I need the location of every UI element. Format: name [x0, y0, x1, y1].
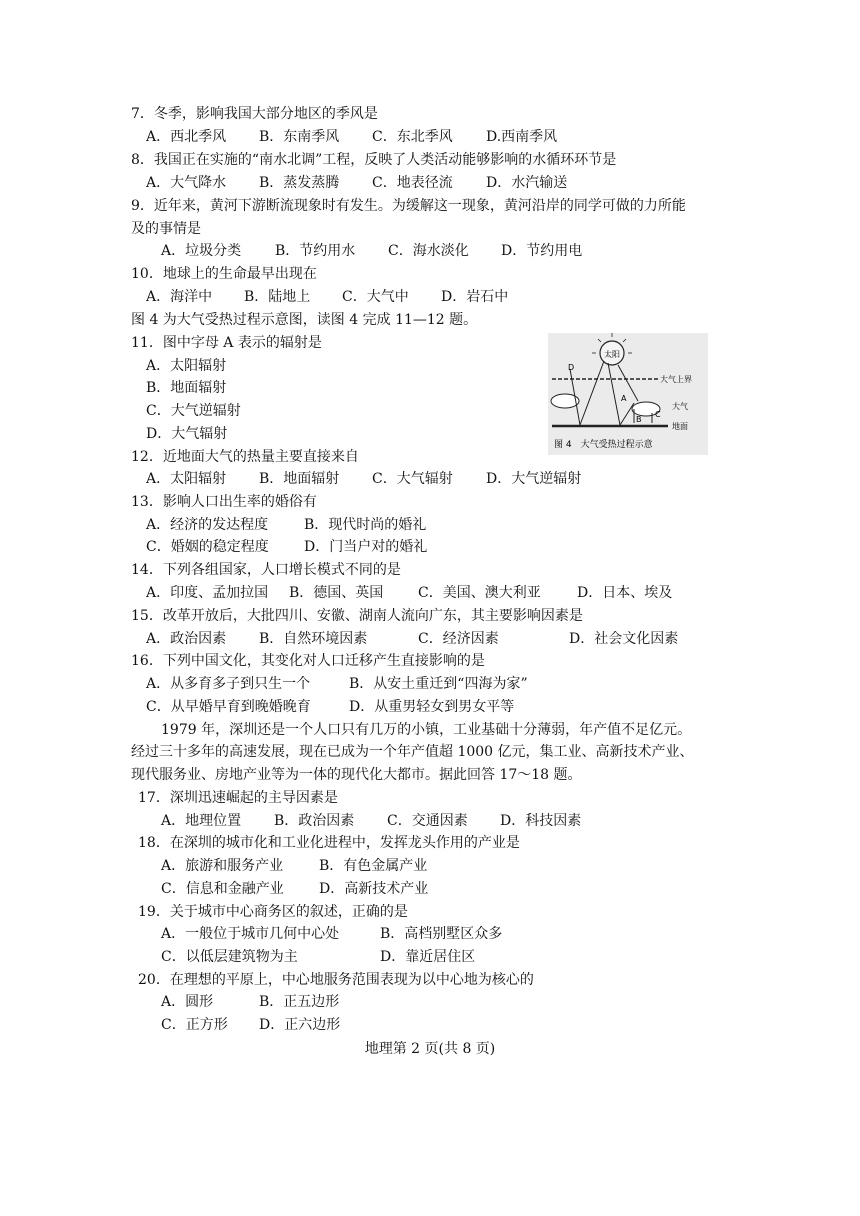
q10-option-b: B．陆地上	[244, 289, 311, 305]
q11-option-c: C．大气逆辐射	[146, 403, 241, 419]
q10-option-d: D．岩石中	[441, 289, 509, 305]
figure-background	[548, 333, 708, 455]
q12-option-a: A．太阳辐射	[146, 471, 227, 487]
q13-option-b: B．现代时尚的婚礼	[304, 517, 427, 533]
q9-stem-line2: 及的事情是	[131, 221, 201, 237]
q18-option-d: D．高新技术产业	[319, 881, 429, 897]
q9-option-a: A．垃圾分类	[161, 243, 242, 259]
label-c: C	[655, 410, 661, 419]
q9-option-c: C．海水淡化	[388, 243, 469, 259]
q19-option-b: B．高档别墅区众多	[380, 926, 503, 942]
q11-option-b: B．地面辐射	[146, 380, 227, 396]
q7-option-c: C．东北季风	[372, 129, 453, 145]
q8-option-a: A．大气降水	[146, 175, 227, 191]
q20-option-a: A．圆形	[161, 994, 214, 1010]
q10-option-a: A．海洋中	[146, 289, 213, 305]
ground-label: 地面	[672, 422, 688, 431]
q8-option-d: D．水汽输送	[486, 175, 568, 191]
q15-option-a: A．政治因素	[146, 631, 227, 647]
q14-option-c: C．美国、澳大利亚	[418, 585, 541, 601]
q14-option-d: D．日本、埃及	[577, 585, 673, 601]
figure-caption: 图 4 大气受热过程示意	[554, 440, 653, 450]
passage-line3: 现代服务业、房地产业等为一体的现代化大都市。据此回答 17～18 题。	[131, 767, 582, 783]
q20-option-c: C．正方形	[161, 1017, 228, 1033]
q14-stem: 14．下列各组国家，人口增长模式不同的是	[131, 562, 401, 578]
page-footer: 地理第 2 页(共 8 页)	[364, 1041, 496, 1057]
q18-option-b: B．有色金属产业	[319, 858, 428, 874]
q16-option-a: A．从多育多子到只生一个	[146, 676, 311, 692]
q8-option-b: B．蒸发蒸腾	[259, 175, 340, 191]
figure-svg	[548, 333, 708, 455]
q18-stem: 18．在深圳的城市化和工业化进程中，发挥龙头作用的产业是	[138, 835, 520, 851]
q15-option-c: C．经济因素	[418, 631, 499, 647]
q7-stem: 7．冬季，影响我国大部分地区的季风是	[131, 106, 378, 122]
q20-stem: 20．在理想的平原上，中心地服务范围表现为以中心地为核心的	[138, 972, 534, 988]
q10-stem: 10．地球上的生命最早出现在	[131, 266, 317, 282]
q8-option-c: C．地表径流	[372, 175, 453, 191]
q11-option-d: D．大气辐射	[146, 426, 228, 442]
q12-option-b: B．地面辐射	[259, 471, 340, 487]
q18-option-c: C．信息和金融产业	[161, 881, 284, 897]
q13-option-a: A．经济的发达程度	[146, 517, 269, 533]
q19-option-a: A．一般位于城市几何中心处	[161, 926, 340, 942]
label-d: D	[568, 363, 575, 372]
q10-option-c: C．大气中	[342, 289, 409, 305]
q14-option-a: A．印度、孟加拉国	[146, 585, 269, 601]
q13-stem: 13．影响人口出生率的婚俗有	[131, 494, 317, 510]
q15-option-d: D．社会文化因素	[569, 631, 679, 647]
q17-stem: 17．深圳迅速崛起的主导因素是	[138, 790, 338, 806]
top-boundary-label: 大气上界	[660, 375, 692, 384]
q19-stem: 19．关于城市中心商务区的叙述，正确的是	[138, 904, 408, 920]
label-b: B	[636, 415, 642, 424]
q17-option-d: D．科技因素	[500, 813, 582, 829]
passage-line1: 1979 年，深圳还是一个人口只有几万的小镇，工业基础十分薄弱，年产值不足亿元。	[161, 722, 692, 738]
q20-option-b: B．正五边形	[259, 994, 340, 1010]
label-a: A	[621, 394, 627, 403]
q12-option-c: C．大气辐射	[372, 471, 453, 487]
atmosphere-label: 大气	[672, 402, 688, 411]
q20-option-d: D．正六边形	[259, 1017, 341, 1033]
q7-option-d: D.西南季风	[486, 129, 558, 145]
figure-atmosphere-heating	[548, 333, 708, 455]
passage-line2: 经过三十多年的高速发展，现在已成为一个年产值超 1000 亿元，集工业、高新技术产业、	[131, 744, 694, 760]
q18-option-a: A．旅游和服务产业	[161, 858, 284, 874]
q17-option-b: B．政治因素	[274, 813, 355, 829]
q16-option-c: C．从早婚早育到晚婚晚育	[146, 699, 311, 715]
q13-option-d: D．门当户对的婚礼	[304, 539, 428, 555]
q11-stem: 11．图中字母 A 表示的辐射是	[131, 335, 322, 351]
sun-label: 太阳	[604, 350, 620, 359]
q16-option-d: D．从重男轻女到男女平等	[349, 699, 515, 715]
q19-option-d: D．靠近居住区	[380, 949, 476, 965]
q17-option-c: C．交通因素	[387, 813, 468, 829]
q17-option-a: A．地理位置	[161, 813, 242, 829]
q11-option-a: A．太阳辐射	[146, 358, 227, 374]
fig4-intro: 图 4 为大气受热过程示意图，读图 4 完成 11—12 题。	[131, 312, 478, 328]
q13-option-c: C．婚姻的稳定程度	[146, 539, 269, 555]
q14-option-b: B．德国、英国	[289, 585, 384, 601]
q9-stem-line1: 9．近年来，黄河下游断流现象时有发生。为缓解这一现象，黄河沿岸的同学可做的力所能	[131, 198, 686, 214]
q8-stem: 8．我国正在实施的“南水北调”工程，反映了人类活动能够影响的水循环环节是	[131, 152, 617, 168]
q7-option-b: B．东南季风	[259, 129, 340, 145]
q9-option-d: D．节约用电	[501, 243, 583, 259]
q9-option-b: B．节约用水	[275, 243, 356, 259]
q19-option-c: C．以低层建筑物为主	[161, 949, 298, 965]
q7-option-a: A．西北季风	[146, 129, 227, 145]
q16-option-b: B．从安土重迁到“四海为家”	[349, 676, 528, 692]
q15-stem: 15．改革开放后，大批四川、安徽、湖南人流向广东，其主要影响因素是	[131, 608, 583, 624]
q16-stem: 16．下列中国文化，其变化对人口迁移产生直接影响的是	[131, 653, 485, 669]
q15-option-b: B．自然环境因素	[259, 631, 368, 647]
q12-option-d: D．大气逆辐射	[486, 471, 582, 487]
q12-stem: 12．近地面大气的热量主要直接来自	[131, 449, 359, 465]
